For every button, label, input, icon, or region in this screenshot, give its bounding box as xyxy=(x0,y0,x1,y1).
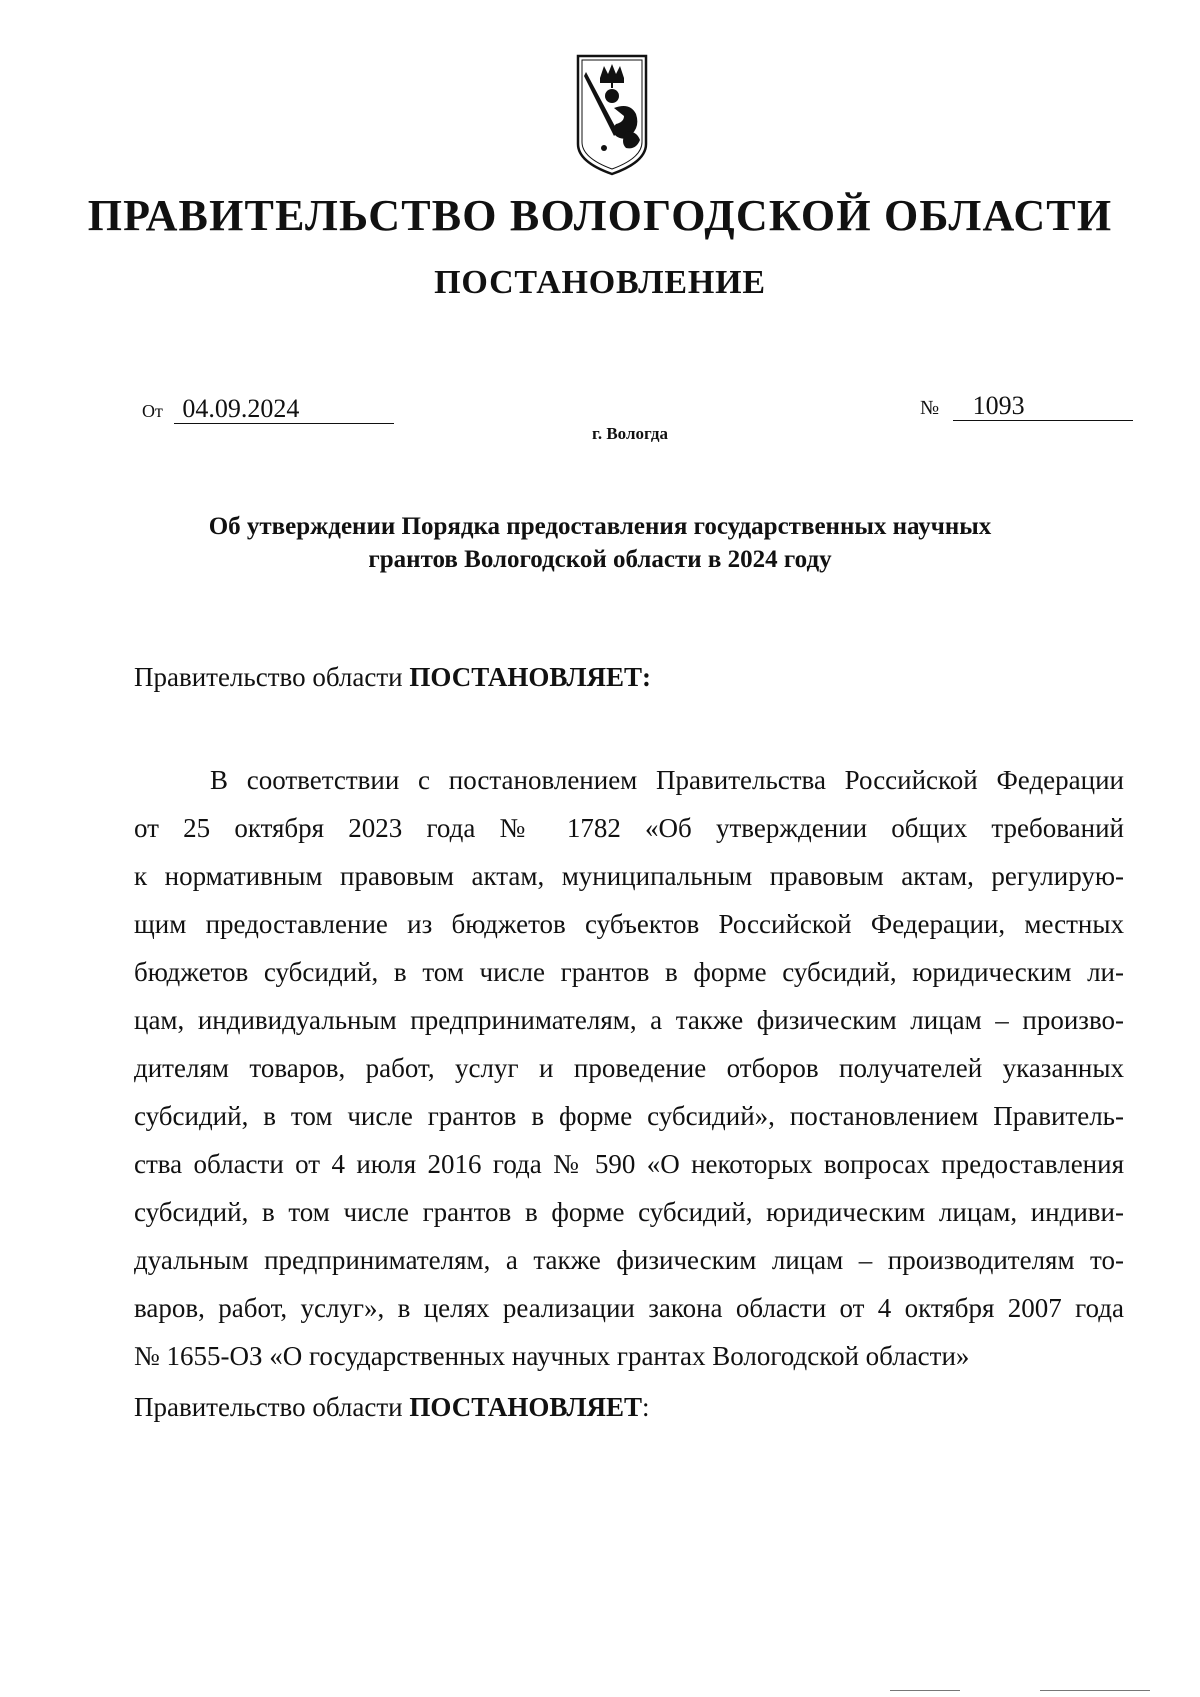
number-label: № xyxy=(920,397,940,419)
document-subject xyxy=(150,510,1050,576)
scan-artifact xyxy=(890,1690,960,1691)
preamble xyxy=(134,662,651,693)
preamble-prefix: Правительство области xyxy=(134,662,410,692)
org-title: ПРАВИТЕЛЬСТВО ВОЛОГОДСКОЙ ОБЛАСТИ xyxy=(87,191,1113,240)
number-value: 1093 xyxy=(953,392,1133,421)
city: г. Вологда xyxy=(592,424,668,443)
body-line: В соответствии с постановлением Правительства Российской Федерации xyxy=(210,765,1124,795)
date-block xyxy=(142,395,394,424)
scan-artifact xyxy=(1040,1690,1150,1691)
subject-line: грантов Вологодской области в 2024 году xyxy=(368,546,832,573)
body-line: цам, индивидуальным предпринимателям, а также физическим лицам – произво- xyxy=(134,1005,1124,1035)
body-line: дителям товаров, работ, услуг и проведение отборов получателей указанных xyxy=(134,1053,1124,1083)
preamble-keyword: ПОСТАНОВЛЯЕТ: xyxy=(409,662,651,692)
subject-line: Об утверждении Порядка предоставления государственных научных xyxy=(208,513,992,540)
body-line: ства области от 4 июля 2016 года № 590 «О некоторых вопросах предоставления xyxy=(134,1149,1124,1179)
body-line: щим предоставление из бюджетов субъектов Российской Федерации, местных xyxy=(134,909,1124,939)
body-line: варов, работ, услуг», в целях реализации закона области от 4 октября 2007 года xyxy=(134,1293,1124,1323)
body-paragraph xyxy=(134,756,1124,1380)
body-line: субсидий, в том числе грантов в форме субсидий, юридическим лицам, индиви- xyxy=(134,1197,1124,1227)
body-line: № 1655-ОЗ «О государственных научных грантах Вологодской области» xyxy=(134,1341,970,1371)
body-line: дуальным предпринимателям, а также физическим лицам – производителям то- xyxy=(134,1245,1124,1275)
date-label: От xyxy=(142,401,163,421)
body-line: субсидий, в том числе грантов в форме субсидий», постановлением Правитель- xyxy=(134,1101,1124,1131)
number-block xyxy=(920,392,1133,421)
vologda-coat-of-arms-icon xyxy=(574,52,650,176)
resolve-suffix: : xyxy=(641,1392,650,1422)
resolve-keyword: ПОСТАНОВЛЯЕТ xyxy=(409,1392,642,1422)
doc-type: ПОСТАНОВЛЕНИЕ xyxy=(434,264,766,301)
resolve-line xyxy=(134,1392,650,1423)
resolve-prefix: Правительство области xyxy=(134,1392,410,1422)
body-line: к нормативным правовым актам, муниципальным правовым актам, регулирую- xyxy=(134,861,1124,891)
date-value: 04.09.2024 xyxy=(174,395,394,424)
body-line: от 25 октября 2023 года № 1782 «Об утверждении общих требований xyxy=(134,813,1124,843)
body-line: бюджетов субсидий, в том числе грантов в форме субсидий, юридическим ли- xyxy=(134,957,1124,987)
